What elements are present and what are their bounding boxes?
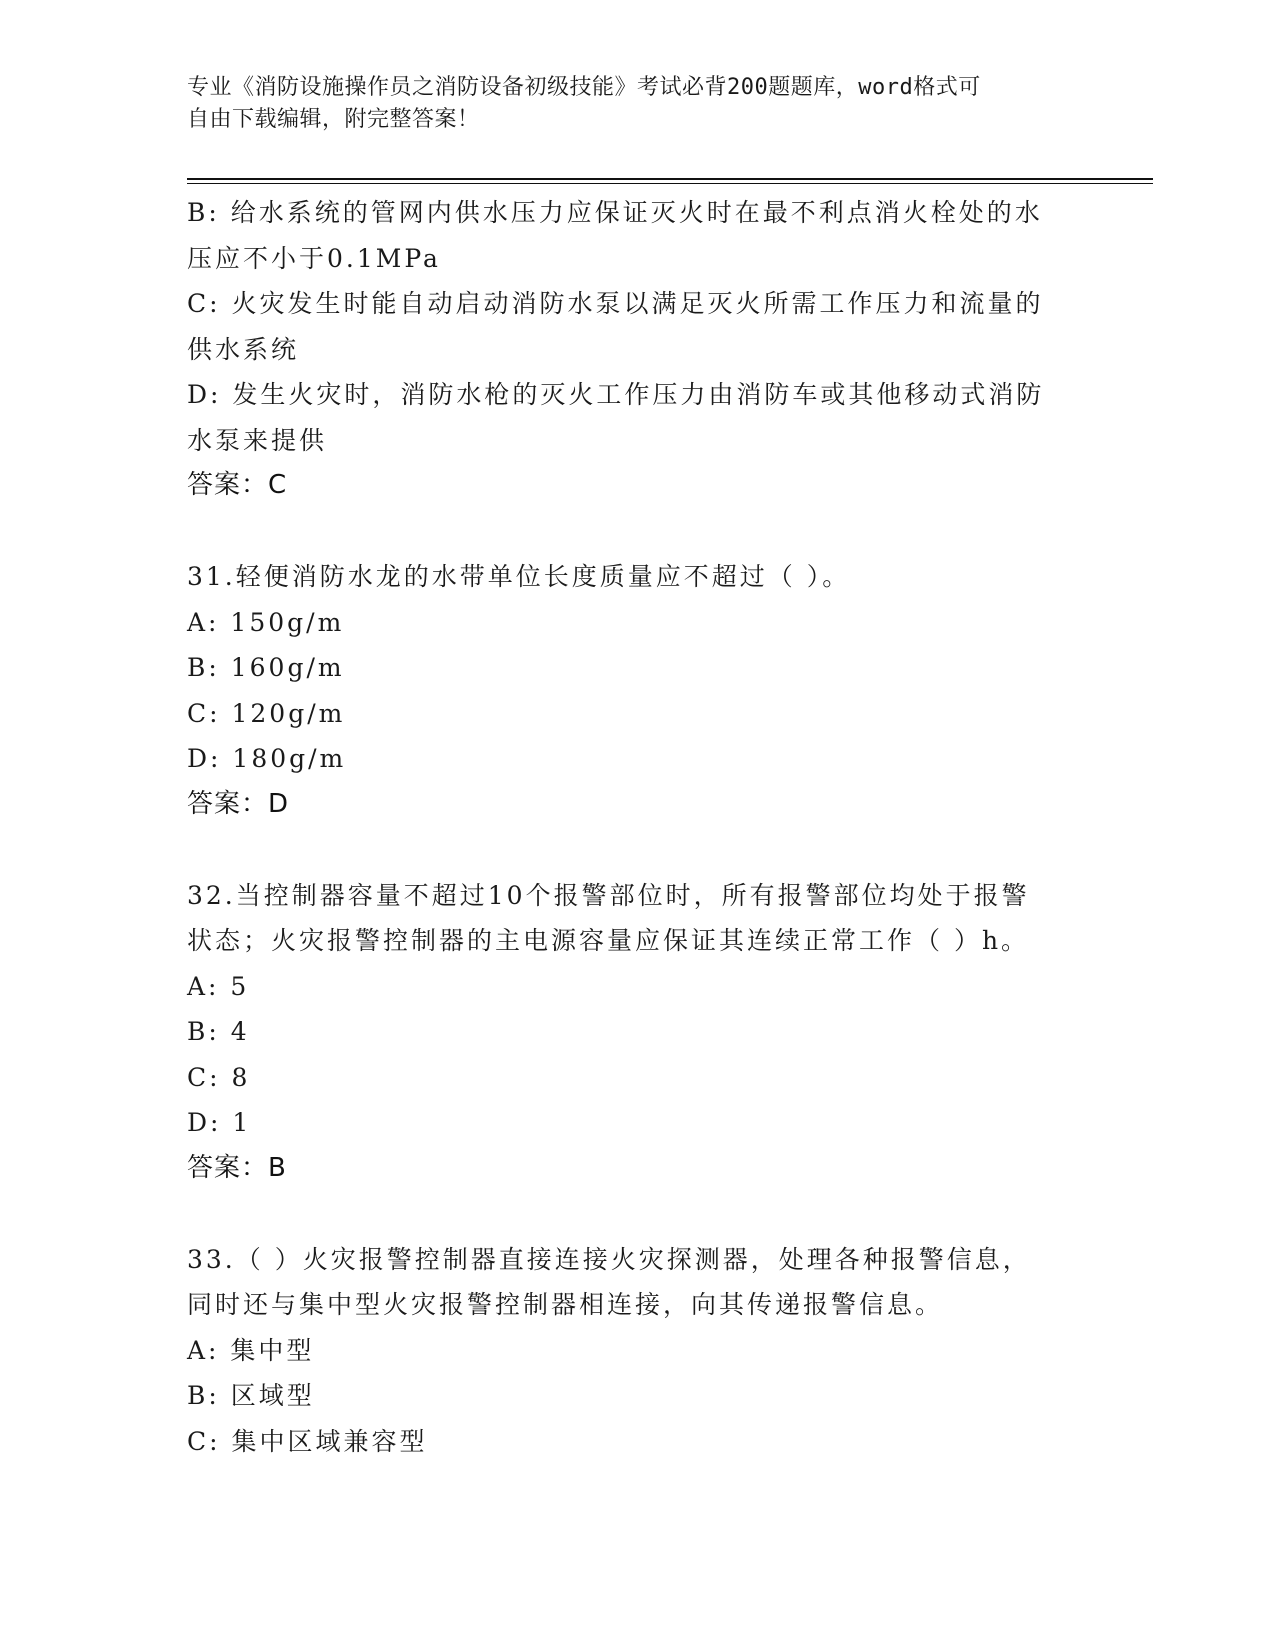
question-stem-line-2: 同时还与集中型火灾报警控制器相连接，向其传递报警信息。 <box>187 1290 944 1319</box>
option-a: A: 集中型 <box>187 1335 315 1365</box>
spacer <box>187 1191 1067 1237</box>
option-d-line-1: D: 发生火灾时，消防水枪的灭火工作压力由消防车或其他移动式消防 <box>187 380 1045 409</box>
option-d: D: 180g/m <box>187 744 347 773</box>
option-c: C: 集中区域兼容型 <box>187 1426 428 1456</box>
option-c-line-2: 供水系统 <box>187 334 300 364</box>
option-d: D: 1 <box>187 1108 252 1137</box>
option-b: B: 4 <box>187 1017 250 1046</box>
option-a: A: 5 <box>187 971 250 1001</box>
header-divider-thin <box>187 183 1153 184</box>
option-c: C: 8 <box>187 1062 251 1092</box>
answer-line: 答案：B <box>187 1152 287 1183</box>
question-33 <box>187 1237 1067 1465</box>
spacer <box>187 509 1067 555</box>
option-b: B: 160g/m <box>187 653 345 682</box>
header-title-line-2: 自由下载编辑，附完整答案！ <box>187 107 480 132</box>
option-c-line-1: C: 火灾发生时能自动启动消防水泵以满足灭火所需工作压力和流量的 <box>187 289 1044 318</box>
answer-line: 答案：D <box>187 788 290 819</box>
header-title-line-1: 专业《消防设施操作员之消防设备初级技能》考试必背200题题库，word格式可 <box>187 75 981 100</box>
option-b: B: 区域型 <box>187 1381 315 1410</box>
question-30-continued <box>187 190 1067 509</box>
question-32 <box>187 873 1067 1192</box>
question-stem-line-2: 状态；火灾报警控制器的主电源容量应保证其连续正常工作（ ）h。 <box>187 926 1030 955</box>
option-c: C: 120g/m <box>187 698 346 728</box>
question-stem-line-1: 33.（ ）火灾报警控制器直接连接火灾探测器，处理各种报警信息， <box>187 1244 1031 1274</box>
spacer <box>187 827 1067 873</box>
header-divider-thick <box>187 178 1153 180</box>
option-a: A: 150g/m <box>187 607 345 637</box>
question-31 <box>187 554 1067 827</box>
option-d-line-2: 水泵来提供 <box>187 425 328 455</box>
document-body <box>187 190 1067 1464</box>
question-stem: 31.轻便消防水龙的水带单位长度质量应不超过（ ）。 <box>187 562 851 591</box>
question-stem-line-1: 32.当控制器容量不超过10个报警部位时，所有报警部位均处于报警 <box>187 880 1030 910</box>
answer-line: 答案：C <box>187 470 288 500</box>
document-header <box>187 72 1067 136</box>
option-b-line-1: B: 给水系统的管网内供水压力应保证灭火时在最不利点消火栓处的水 <box>187 198 1043 227</box>
option-b-line-2: 压应不小于0.1MPa <box>187 243 441 273</box>
